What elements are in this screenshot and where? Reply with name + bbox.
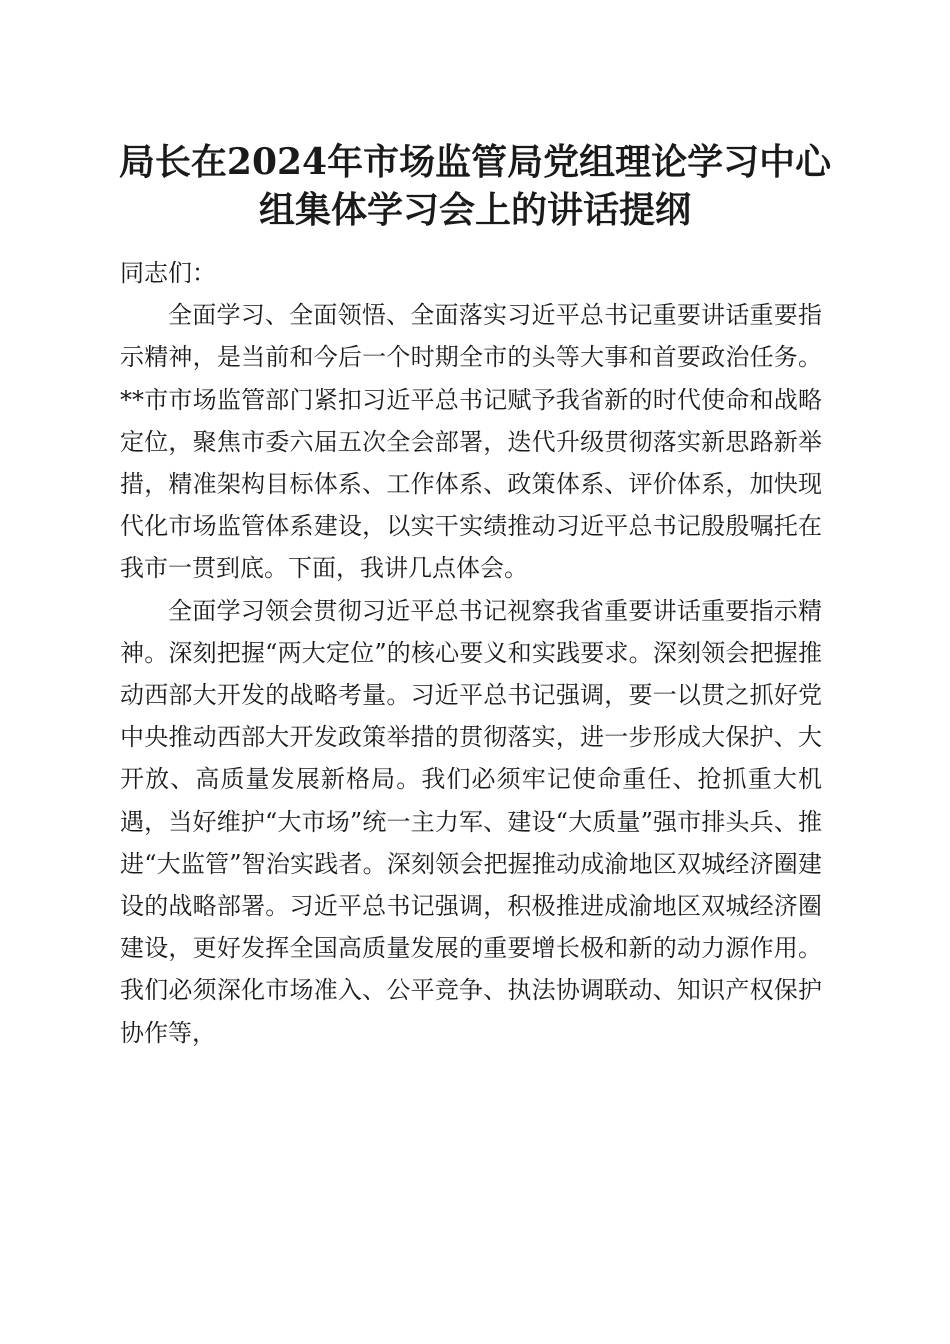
title-line-2: 组集体学习会上的讲话提纲 [258,189,691,231]
paragraph-intro: 全面学习、全面领悟、全面落实习近平总书记重要讲话重要指示精神，是当前和今后一个时期全市的头等大事和首要政治任务。**市市场监管部门紧扣习近平总书记赋予我省新的时代使命和战略定位，聚焦市委六届五次全会部署，迭代升级贯彻落实新思路新举措，精准架构目标体系、工作体系、政策体系、评价体系，加快现代化市场监管体系建设，以实干实绩推动习近平总书记殷殷嘱托在我市一贯到底。下面，我讲几点体会。 [120,301,822,583]
title-line-1: 局长在2024年市场监管局党组理论学习中心 [118,141,832,183]
document-body [120,252,822,1054]
paragraph-study: 全面学习领会贯彻习近平总书记视察我省重要讲话重要指示精神。深刻把握“两大定位”的核心要义和实践要求。深刻领会把握推动西部大开发的战略考量。习近平总书记强调，要一以贯之抓好党中央推动西部大开发政策举措的贯彻落实，进一步形成大保护、大开放、高质量发展新格局。我们必须牢记使命重任、抢抓重大机遇，当好维护“大市场”统一主力军、建设“大质量”强市排头兵、推进“大监管”智治实践者。深刻领会把握推动成渝地区双城经济圈建设的战略部署。习近平总书记强调，积极推进成渝地区双城经济圈建设，更好发挥全国高质量发展的重要增长极和新的动力源作用。我们必须深化市场准入、公平竞争、执法协调联动、知识产权保护协作等， [120,596,822,1047]
greeting: 同志们： [120,259,216,287]
document-title [100,138,850,234]
